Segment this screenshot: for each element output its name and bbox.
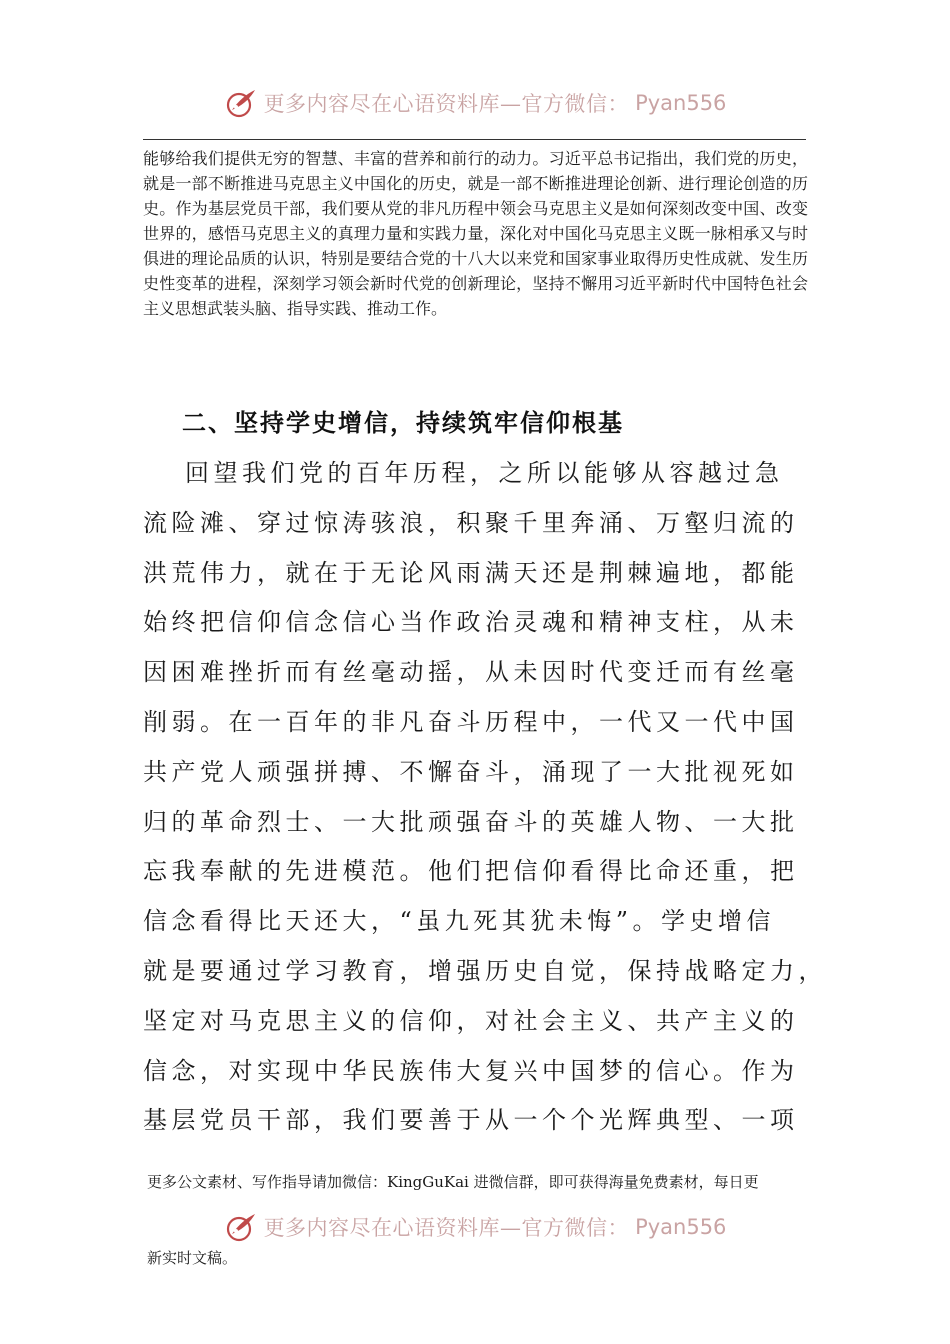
body-line: 信念看得比天还大，“虽九死其犹未悔”。学史增信 xyxy=(143,907,776,936)
body-line: 流险滩、穿过惊涛骇浪，积聚千里奔涌、万壑归流的 xyxy=(143,508,799,537)
quill-logo-icon xyxy=(224,1210,258,1244)
section-heading: 二、坚持学史增信，持续筑牢信仰根基 xyxy=(182,409,624,437)
watermark-text: 更多内容尽在心语资料库—官方微信： xyxy=(263,92,630,116)
header-watermark xyxy=(0,86,950,120)
body-line: 信念，对实现中华民族伟大复兴中国梦的信心。作为 xyxy=(143,1056,799,1085)
body-line: 共产党人顽强拼搏、不懈奋斗，涌现了一大批视死如 xyxy=(143,757,799,786)
body-line: 归的革命烈士、一大批顽强奋斗的英雄人物、一大批 xyxy=(143,807,799,836)
footer-line-2: 新实时文稿。 xyxy=(147,1249,238,1267)
body-line: 基层党员干部，我们要善于从一个个光辉典型、一项 xyxy=(143,1106,799,1135)
body-line: 削弱。在一百年的非凡奋斗历程中，一代又一代中国 xyxy=(143,707,799,736)
watermark-wechat-id: Pyan556 xyxy=(635,1215,727,1239)
quill-logo-icon xyxy=(224,86,258,120)
body-line: 始终把信仰信念信心当作政治灵魂和精神支柱，从未 xyxy=(143,608,799,637)
watermark-wechat-id: Pyan556 xyxy=(635,91,727,115)
watermark-text: 更多内容尽在心语资料库—官方微信： xyxy=(263,1216,630,1240)
intro-paragraph: 能够给我们提供无穷的智慧、丰富的营养和前行的动力。习近平总书记指出，我们党的历史，就是一部不断推进马克思主义中国化的历史，就是一部不断推进理论创新、进行理论创造的历史。作为基层党员干部，我们要从党的非凡历程中领会马克思主义是如何深刻改变中国、改变世界的，感悟马克思主义的真理力量和实践力量，深化对中国化马克思主义既一脉相承又与时俱进的理论品质的认识，特别是要结合党的十八大以来党和国家事业取得历史性成就、发生历史性变革的进程，深刻学习领会新时代党的创新理论，坚持不懈用习近平新时代中国特色社会主义思想武装头脑、指导实践、推动工作。 xyxy=(143,149,808,318)
body-line: 就是要通过学习教育，增强历史自觉，保持战略定力， xyxy=(143,956,827,985)
footer-watermark xyxy=(0,1210,950,1244)
body-paragraph xyxy=(143,449,827,1146)
body-line: 忘我奉献的先进模范。他们把信仰看得比命还重，把 xyxy=(143,857,799,886)
footer-line-1: 更多公文素材、写作指导请加微信：KingGuKai 进微信群，即可获得海量免费素材，每日更 xyxy=(147,1173,759,1191)
body-line: 因困难挫折而有丝毫动摇，从未因时代变迁而有丝毫 xyxy=(143,658,799,687)
body-line: 坚定对马克思主义的信仰，对社会主义、共产主义的 xyxy=(143,1006,799,1035)
header-divider xyxy=(143,139,806,140)
body-line: 回望我们党的百年历程，之所以能够从容越过急 xyxy=(185,459,784,487)
body-line: 洪荒伟力，就在于无论风雨满天还是荆棘遍地，都能 xyxy=(143,558,799,587)
